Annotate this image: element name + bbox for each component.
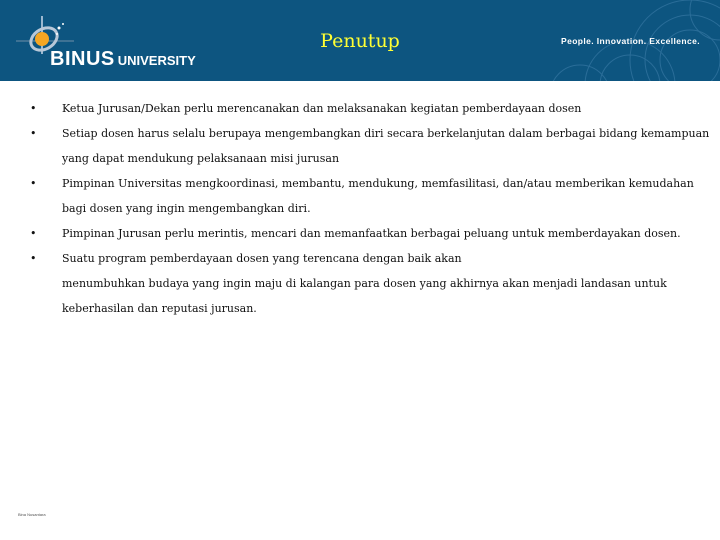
bullet: • [30, 127, 37, 140]
list-item [30, 246, 710, 271]
logo-binus: BINUS [50, 48, 115, 70]
list-item [30, 96, 710, 121]
bullet-text: Pimpinan Jurusan perlu merintis, mencari dan memanfaatkan berbagai peluang untuk memberdayakan dosen. [62, 227, 681, 240]
bullet: • [30, 252, 37, 265]
bullet-list [30, 96, 710, 321]
bullet: • [30, 177, 37, 190]
bullet-text: Setiap dosen harus selalu berupaya mengembangkan diri secara berkelanjutan dalam berbagai bidang kemampuan yang dapat mendukung pelaksanaan misi jurusan [62, 127, 710, 165]
bullet: • [30, 102, 37, 115]
list-item [30, 221, 710, 246]
bullet-text: Suatu program pemberdayaan dosen yang terencana dengan baik akan [62, 252, 462, 265]
logo-university: UNIVERSITY [117, 53, 196, 68]
bullet-text: Pimpinan Universitas mengkoordinasi, membantu, mendukung, memfasilitasi, dan/atau memberikan kemudahan bagi dosen yang ingin mengembangkan diri. [62, 177, 694, 215]
continuation-paragraph: menumbuhkan budaya yang ingin maju di kalangan para dosen yang akhirnya akan menjadi landasan untuk keberhasilan dan reputasi jurusan. [62, 277, 667, 315]
bullet-text: Ketua Jurusan/Dekan perlu merencanakan dan melaksanakan kegiatan pemberdayaan dosen [62, 102, 582, 115]
slide-title: Penutup [320, 30, 400, 52]
slide-header [0, 0, 720, 81]
tagline: People. Innovation. Excellence. [561, 36, 700, 46]
list-item [30, 171, 710, 221]
bullet: • [30, 227, 37, 240]
list-item [30, 121, 710, 171]
footer-text: Bina Nusantara [18, 512, 46, 517]
